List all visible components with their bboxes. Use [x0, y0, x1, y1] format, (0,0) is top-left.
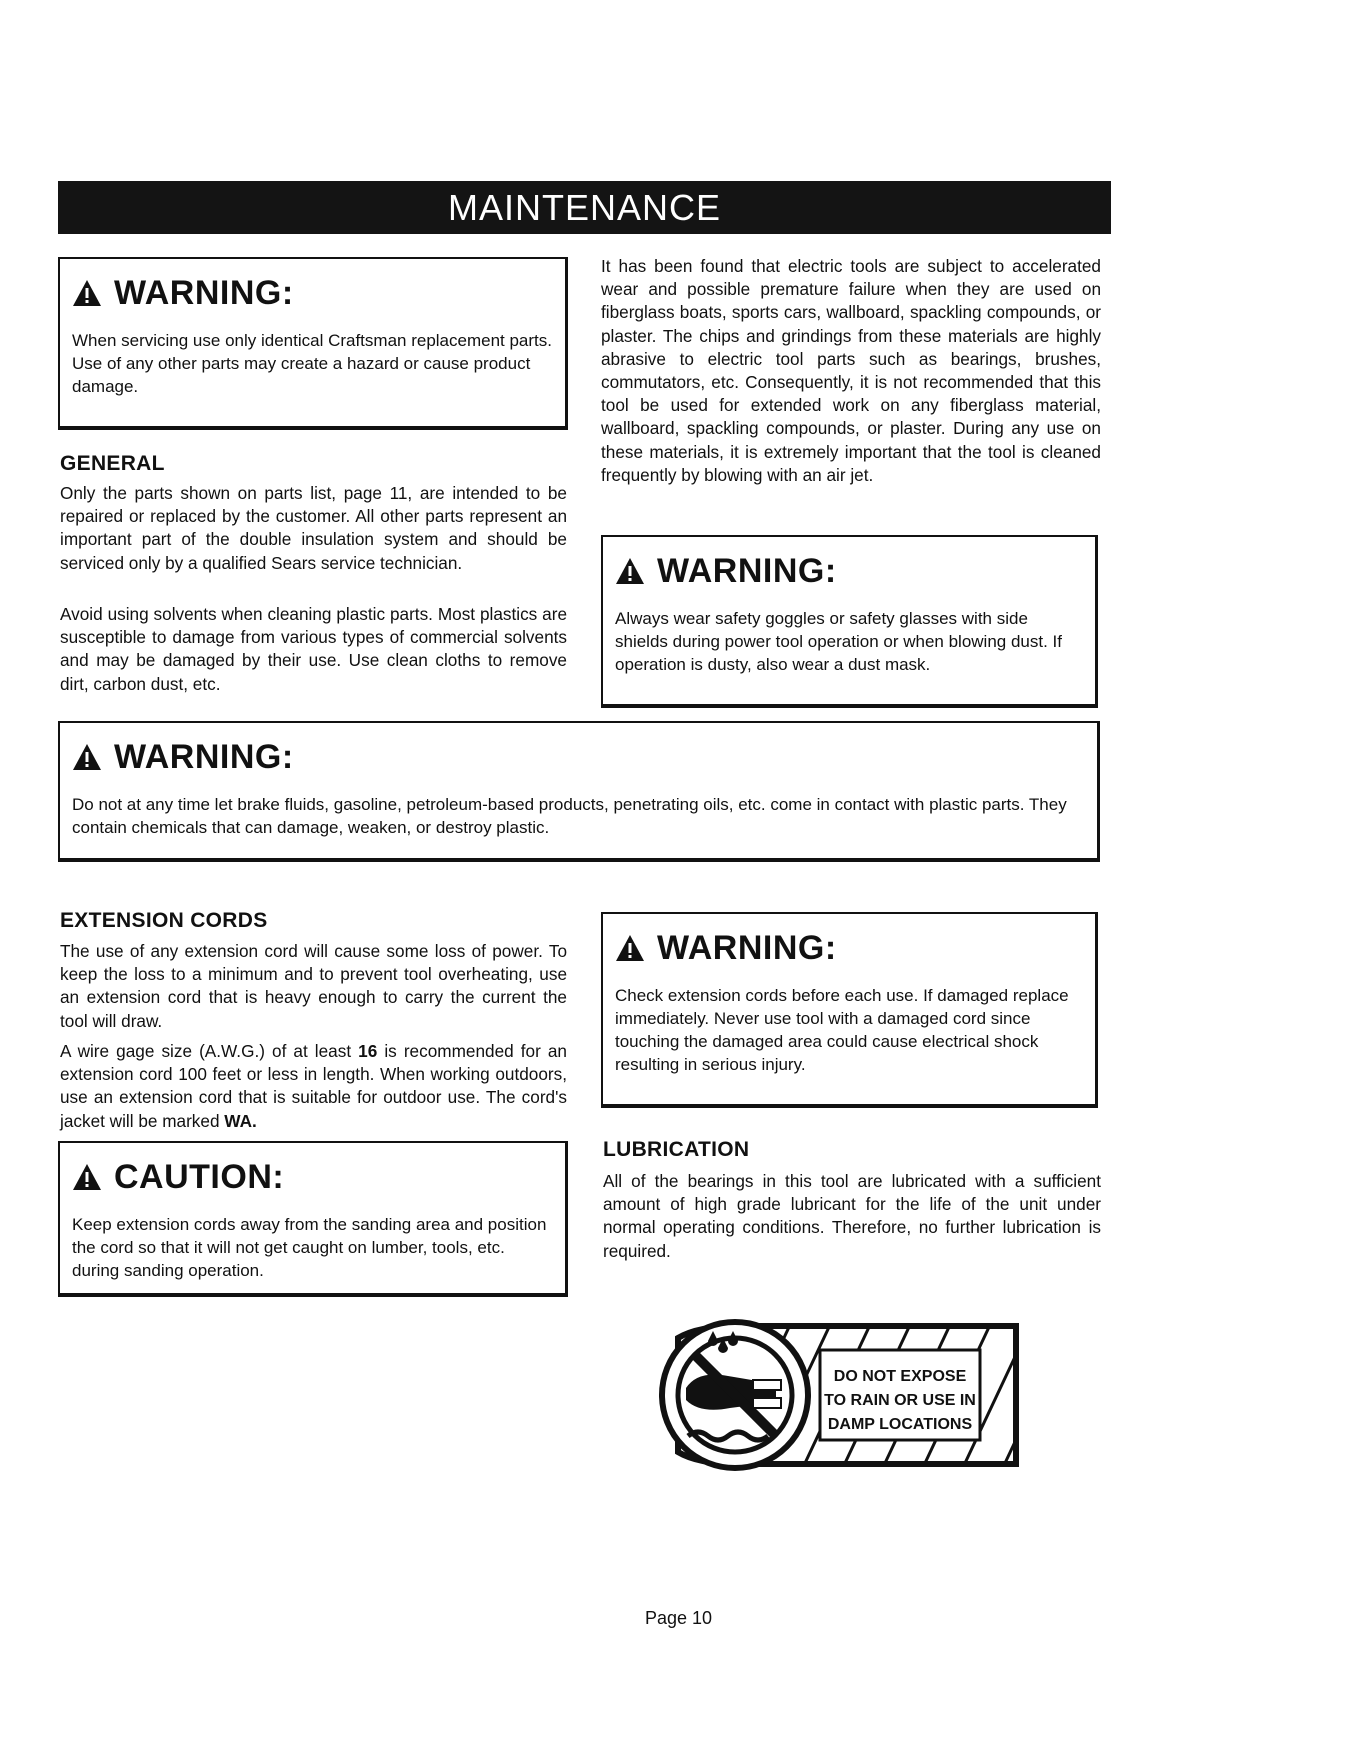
extension-cords-paragraph-2: A wire gage size (A.W.G.) of at least 16 is recommended for an extension cord 100 feet or less in length. When working outdoors, use an extension cord that is suitable for outdoor use. The cord's jacket will be marked WA.	[60, 1041, 567, 1131]
general-paragraph-1: Only the parts shown on parts list, page 11, are intended to be repaired or replaced by the customer. All other parts represent an important part of the double insulation system and should be serviced only by a qualified Sears service technician.	[60, 483, 567, 573]
lubrication-paragraph: All of the bearings in this tool are lubricated with a sufficient amount of high grade lubricant for the life of the unit under normal operating conditions. Therefore, no further lubrication is required.	[603, 1171, 1101, 1261]
warning-header	[615, 547, 1083, 595]
warning-text: Do not at any time let brake fluids, gasoline, petroleum-based products, penetrating oils, etc. come in contact with plastic parts. They contain chemicals that can damage, weaken, or destroy plastic.	[72, 795, 1067, 837]
extension-cords-heading: EXTENSION CORDS	[60, 909, 268, 932]
warning-label: WARNING:	[114, 737, 294, 776]
badge-line-3: DAMP LOCATIONS	[827, 1416, 973, 1433]
caution-label: CAUTION:	[114, 1157, 285, 1196]
warning-triangle-icon	[72, 279, 102, 307]
warning-header	[72, 733, 1085, 781]
warning-triangle-icon	[615, 557, 645, 585]
warning-text: Always wear safety goggles or safety glasses with side shields during power tool operation or when blowing dust. If operation is dusty, also wear a dust mask.	[615, 609, 1062, 674]
warning-label: WARNING:	[657, 928, 837, 967]
warning-header	[615, 924, 1083, 972]
no-water-icon	[662, 1322, 808, 1468]
general-paragraph-2: Avoid using solvents when cleaning plastic parts. Most plastics are susceptible to damage from various types of commercial solvents and may be damaged by their use. Use clean cloths to remove dirt, carbon dust, etc.	[60, 604, 567, 694]
caution-box-extension-cords	[58, 1141, 568, 1297]
warning-text: Check extension cords before each use. If damaged replace immediately. Never use tool with a damaged cord since touching the damaged area could cause electrical shock resulting in serious injury.	[615, 986, 1069, 1074]
caution-header	[72, 1153, 553, 1201]
page-number: Page 10	[644, 1608, 713, 1628]
warning-label: WARNING:	[114, 273, 294, 312]
warning-triangle-icon	[72, 743, 102, 771]
warning-header	[72, 269, 553, 317]
warning-text: When servicing use only identical Craftsman replacement parts. Use of any other parts may create a hazard or cause product damage.	[72, 331, 552, 396]
extension-cords-paragraph-1: The use of any extension cord will cause some loss of power. To keep the loss to a minimum and to prevent tool overheating, use an extension cord that is heavy enough to carry the current the tool will draw.	[60, 941, 567, 1031]
section-banner: MAINTENANCE	[58, 181, 1111, 234]
warning-triangle-icon	[615, 934, 645, 962]
caution-triangle-icon	[72, 1163, 102, 1191]
warning-box-check-cords	[601, 912, 1098, 1108]
fiberglass-paragraph: It has been found that electric tools are subject to accelerated wear and possible premature failure when they are used on fiberglass boats, sports cars, wallboard, spackling compounds, or plaster. The chips and grindings from these materials are highly abrasive to electric tool parts such as bearings, brushes, commutators, etc. Consequently, it is not recommended that this tool be used for extended work on any fiberglass material, wallboard, spackling compounds, or plaster. During any use on these materials, it is extremely important that the tool is cleaned frequently by blowing with an air jet.	[601, 256, 1101, 485]
general-heading: GENERAL	[60, 452, 165, 475]
badge-line-1: DO NOT EXPOSE	[833, 1368, 967, 1385]
warning-box-replacement-parts	[58, 257, 568, 430]
caution-text: Keep extension cords away from the sanding area and position the cord so that it will not get caught on lumber, tools, etc. during sanding operation.	[72, 1215, 547, 1280]
lubrication-heading: LUBRICATION	[603, 1138, 750, 1161]
warning-label: WARNING:	[657, 551, 837, 590]
warning-box-safety-goggles	[601, 535, 1098, 708]
do-not-expose-badge	[658, 1318, 1024, 1472]
badge-line-2: TO RAIN OR USE IN	[824, 1392, 976, 1409]
warning-box-chemicals	[58, 721, 1100, 862]
